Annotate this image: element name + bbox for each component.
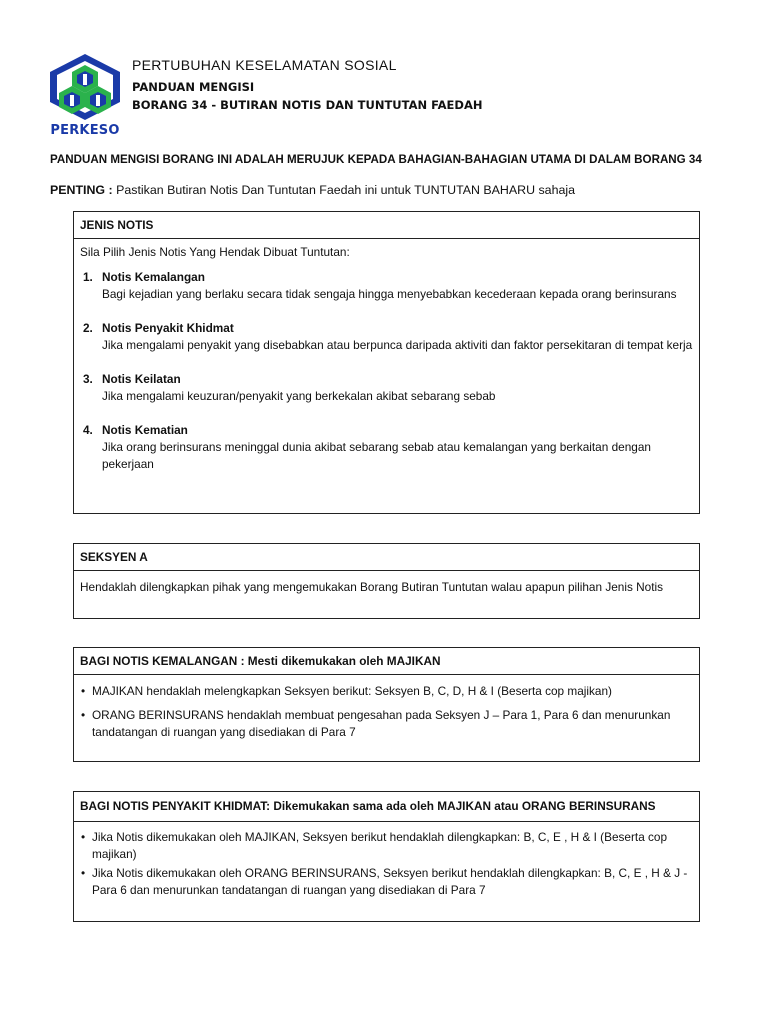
organization-name: PERTUBUHAN KESELAMATAN SOSIAL xyxy=(132,57,397,73)
item-title: Notis Keilatan xyxy=(102,372,181,386)
item-description: Jika orang berinsurans meninggal dunia akibat sebarang sebab atau kemalangan yang berkaitan dengan pekerjaan xyxy=(102,440,651,471)
kemalangan-bullet-list xyxy=(80,683,693,741)
bullet-text: Jika Notis dikemukakan oleh MAJIKAN, Seksyen berikut hendaklah dilengkapkan: B, C, E , H & I (Beserta cop majikan) xyxy=(92,830,668,861)
list-item xyxy=(80,422,693,473)
bullet-text: Jika Notis dikemukakan oleh ORANG BERINSURANS, Seksyen berikut hendaklah dilengkapkan: B, C, E , H & J - Para 6 dan menurunkan tandatangan di ruangan yang disediakan di Para 7 xyxy=(92,866,688,897)
bullet-icon: • xyxy=(81,830,86,844)
penyakit-bullet-list xyxy=(80,829,693,899)
jenis-notis-title: JENIS NOTIS xyxy=(74,212,699,239)
bullet-icon: • xyxy=(81,866,86,880)
item-number: 1. xyxy=(83,270,93,284)
important-note xyxy=(50,183,575,197)
list-item xyxy=(80,707,693,741)
notice-type-list xyxy=(80,269,693,473)
document-header xyxy=(0,0,768,150)
bullet-icon: • xyxy=(81,708,86,722)
seksyen-a-box xyxy=(73,543,700,619)
jenis-notis-box xyxy=(73,211,700,514)
list-item xyxy=(80,371,693,405)
item-number: 3. xyxy=(83,372,93,386)
list-item xyxy=(80,683,693,700)
item-description: Jika mengalami penyakit yang disebabkan atau berpunca daripada aktiviti dan faktor persekitaran di tempat kerja xyxy=(102,338,693,352)
seksyen-a-text: Hendaklah dilengkapkan pihak yang mengemukakan Borang Butiran Tuntutan walau apapun pilihan Jenis Notis xyxy=(80,580,664,594)
item-title: Notis Kematian xyxy=(102,423,188,437)
item-number: 2. xyxy=(83,321,93,335)
penyakit-khidmat-title: BAGI NOTIS PENYAKIT KHIDMAT: Dikemukakan sama ada oleh MAJIKAN atau ORANG BERINSURANS xyxy=(74,792,699,822)
bullet-icon: • xyxy=(81,684,86,698)
penyakit-khidmat-box xyxy=(73,791,700,922)
bullet-text: ORANG BERINSURANS hendaklah membuat pengesahan pada Seksyen J – Para 1, Para 6 dan menurunkan tandatangan di ruangan yang disediakan di Para 7 xyxy=(92,708,671,739)
guide-title: PANDUAN MENGISI xyxy=(132,80,255,94)
important-text: Pastikan Butiran Notis Dan Tuntutan Faedah ini untuk TUNTUTAN BAHARU sahaja xyxy=(112,183,575,197)
item-number: 4. xyxy=(83,423,93,437)
item-title: Notis Kemalangan xyxy=(102,270,205,284)
list-item xyxy=(80,269,693,303)
bullet-text: MAJIKAN hendaklah melengkapkan Seksyen berikut: Seksyen B, C, D, H & I (Beserta cop majikan) xyxy=(92,684,612,698)
list-item xyxy=(80,829,693,863)
kemalangan-box xyxy=(73,647,700,762)
perkeso-logo xyxy=(48,52,122,144)
jenis-notis-lead: Sila Pilih Jenis Notis Yang Hendak Dibuat Tuntutan: xyxy=(80,245,350,259)
perkeso-logo-icon xyxy=(48,52,122,122)
seksyen-a-title: SEKSYEN A xyxy=(74,544,699,571)
item-description: Jika mengalami keuzuran/penyakit yang berkekalan akibat sebarang sebab xyxy=(102,389,496,403)
item-title: Notis Penyakit Khidmat xyxy=(102,321,234,335)
item-description: Bagi kejadian yang berlaku secara tidak sengaja hingga menyebabkan kecederaan kepada orang berinsurans xyxy=(102,287,677,301)
form-title: BORANG 34 - BUTIRAN NOTIS DAN TUNTUTAN FAEDAH xyxy=(132,98,483,112)
list-item xyxy=(80,320,693,354)
list-item xyxy=(80,865,693,899)
kemalangan-title: BAGI NOTIS KEMALANGAN : Mesti dikemukakan oleh MAJIKAN xyxy=(74,648,699,675)
logo-text: PERKESO xyxy=(50,123,120,138)
important-label: PENTING : xyxy=(50,183,113,197)
intro-text: PANDUAN MENGISI BORANG INI ADALAH MERUJUK KEPADA BAHAGIAN-BAHAGIAN UTAMA DI DALAM BORANG 34 xyxy=(50,153,702,166)
